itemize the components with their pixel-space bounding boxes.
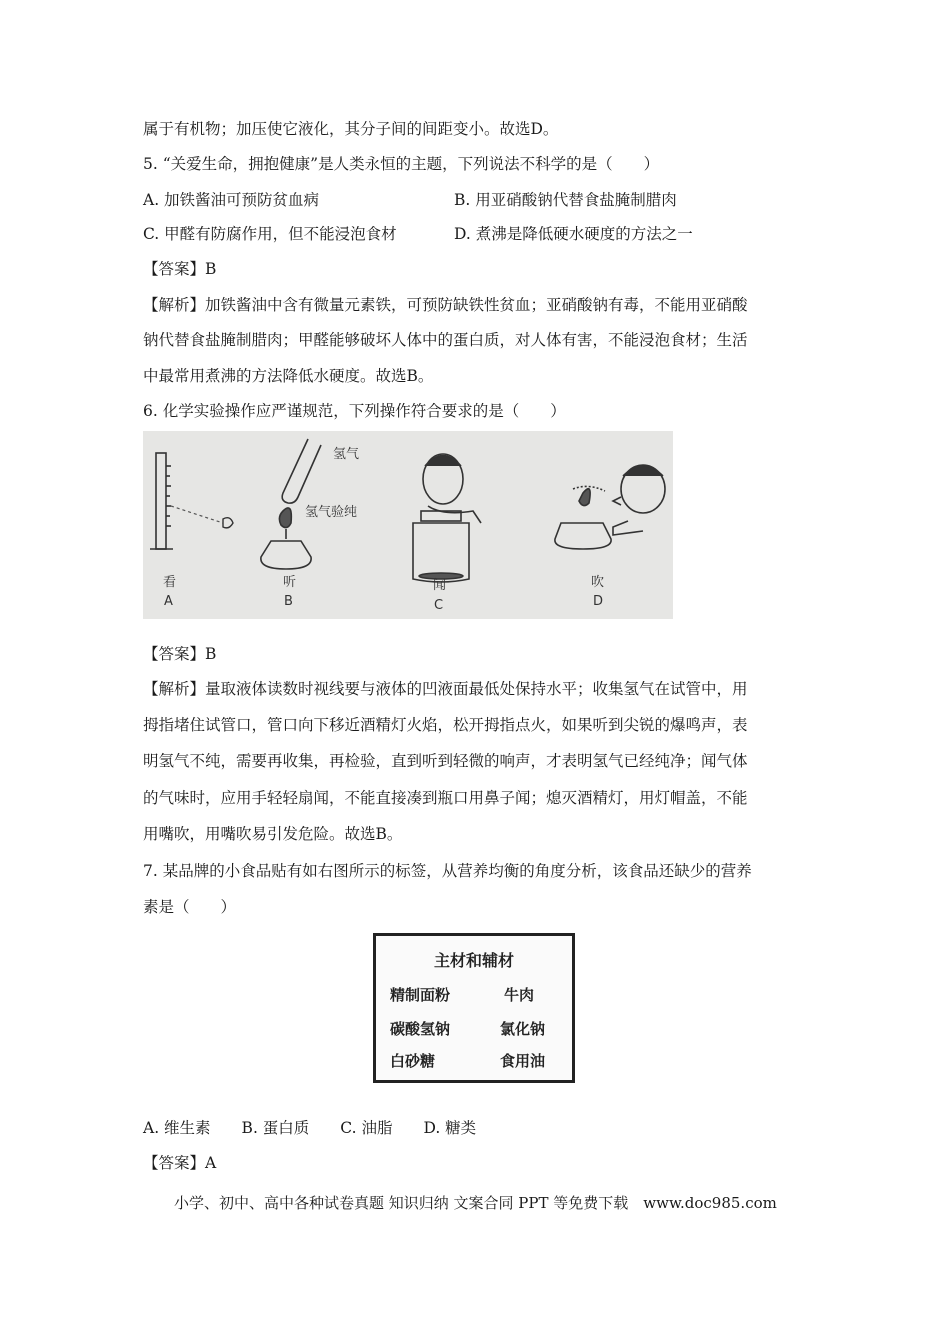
footer-text: 小学、初中、高中各种试卷真题 知识归纳 文案合同 PPT 等免费下载 www.doc985.com — [174, 1194, 777, 1212]
flame-d — [579, 489, 590, 506]
eye-icon — [223, 518, 233, 528]
q6-explanation-4: 的气味时，应用手轻轻扇闻，不能直接凑到瓶口用鼻子闻；熄灭酒精灯，用灯帽盖，不能 — [143, 789, 748, 807]
flame — [279, 508, 291, 528]
question-5: 5. “关爱生命，拥抱健康”是人类永恒的主题，下列说法不科学的是（ ） — [143, 155, 660, 173]
food-label-title: 主材和辅材 — [433, 951, 514, 970]
h2-label: 氢气 — [333, 447, 360, 462]
graduated-cylinder — [150, 453, 173, 549]
h2-test-label: 氢气验纯 — [305, 505, 358, 520]
food-label-item: 精制面粉 — [390, 986, 451, 1004]
question-7-line-2: 素是（ ） — [143, 898, 237, 916]
line-prev-conclusion: 属于有机物；加压使它液化，其分子间的间距变小。故选D。 — [143, 120, 559, 138]
food-label-item: 牛肉 — [504, 986, 535, 1004]
alcohol-lamp-d — [555, 523, 611, 549]
caption-a: 看 — [163, 575, 177, 590]
q5-explanation-3: 中最常用煮沸的方法降低水硬度。故选B。 — [143, 367, 434, 385]
food-label-item: 氯化钠 — [500, 1020, 546, 1038]
q6-answer: 【答案】B — [143, 645, 217, 663]
test-tube — [282, 439, 321, 503]
letter-b: B — [284, 594, 293, 609]
food-label-item: 白砂糖 — [390, 1052, 436, 1070]
letter-d: D — [593, 594, 604, 609]
q5-explanation-1: 【解析】加铁酱油中含有微量元素铁，可预防缺铁性贫血；亚硝酸钠有毒，不能用亚硝酸 — [143, 296, 748, 314]
q5-option-d: D. 煮沸是降低硬水硬度的方法之一 — [454, 225, 693, 243]
food-label-item: 碳酸氢钠 — [390, 1020, 451, 1038]
q5-option-c: C. 甲醛有防腐作用，但不能浸泡食材 — [143, 225, 397, 243]
lab-operations-figure — [143, 431, 673, 619]
question-6: 6. 化学实验操作应严谨规范，下列操作符合要求的是（ ） — [143, 402, 566, 420]
q6-explanation-5: 用嘴吹，用嘴吹易引发危险。故选B。 — [143, 825, 403, 843]
letter-c: C — [434, 598, 444, 613]
question-7-line-1: 7. 某品牌的小食品贴有如右图所示的标签，从营养均衡的角度分析，该食品还缺少的营养 — [143, 862, 752, 880]
q5-answer: 【答案】B — [143, 260, 217, 278]
q6-explanation-1: 【解析】量取液体读数时视线要与液体的凹液面最低处保持水平；收集氢气在试管中，用 — [143, 680, 748, 698]
food-label-box — [373, 933, 575, 1083]
caption-b: 听 — [283, 575, 297, 590]
q6-explanation-3: 明氢气不纯，需要再收集，再检验，直到听到轻微的响声，才表明氢气已经纯净；闻气体 — [143, 752, 748, 770]
q7-options: A. 维生素 B. 蛋白质 C. 油脂 D. 糖类 — [143, 1119, 477, 1137]
q5-option-b: B. 用亚硝酸钠代替食盐腌制腊肉 — [454, 191, 677, 209]
letter-a: A — [164, 594, 173, 609]
q7-answer: 【答案】A — [143, 1154, 217, 1172]
alcohol-lamp — [261, 541, 311, 569]
caption-c: 闻 — [433, 578, 447, 593]
q5-option-a: A. 加铁酱油可预防贫血病 — [143, 191, 320, 209]
food-label-item: 食用油 — [500, 1052, 546, 1070]
caption-d: 吹 — [591, 575, 605, 590]
q6-explanation-2: 拇指堵住试管口，管口向下移近酒精灯火焰，松开拇指点火，如果听到尖锐的爆鸣声，表 — [143, 716, 748, 734]
q5-explanation-2: 钠代替食盐腌制腊肉；甲醛能够破坏人体中的蛋白质，对人体有害，不能浸泡食材；生活 — [143, 331, 748, 349]
